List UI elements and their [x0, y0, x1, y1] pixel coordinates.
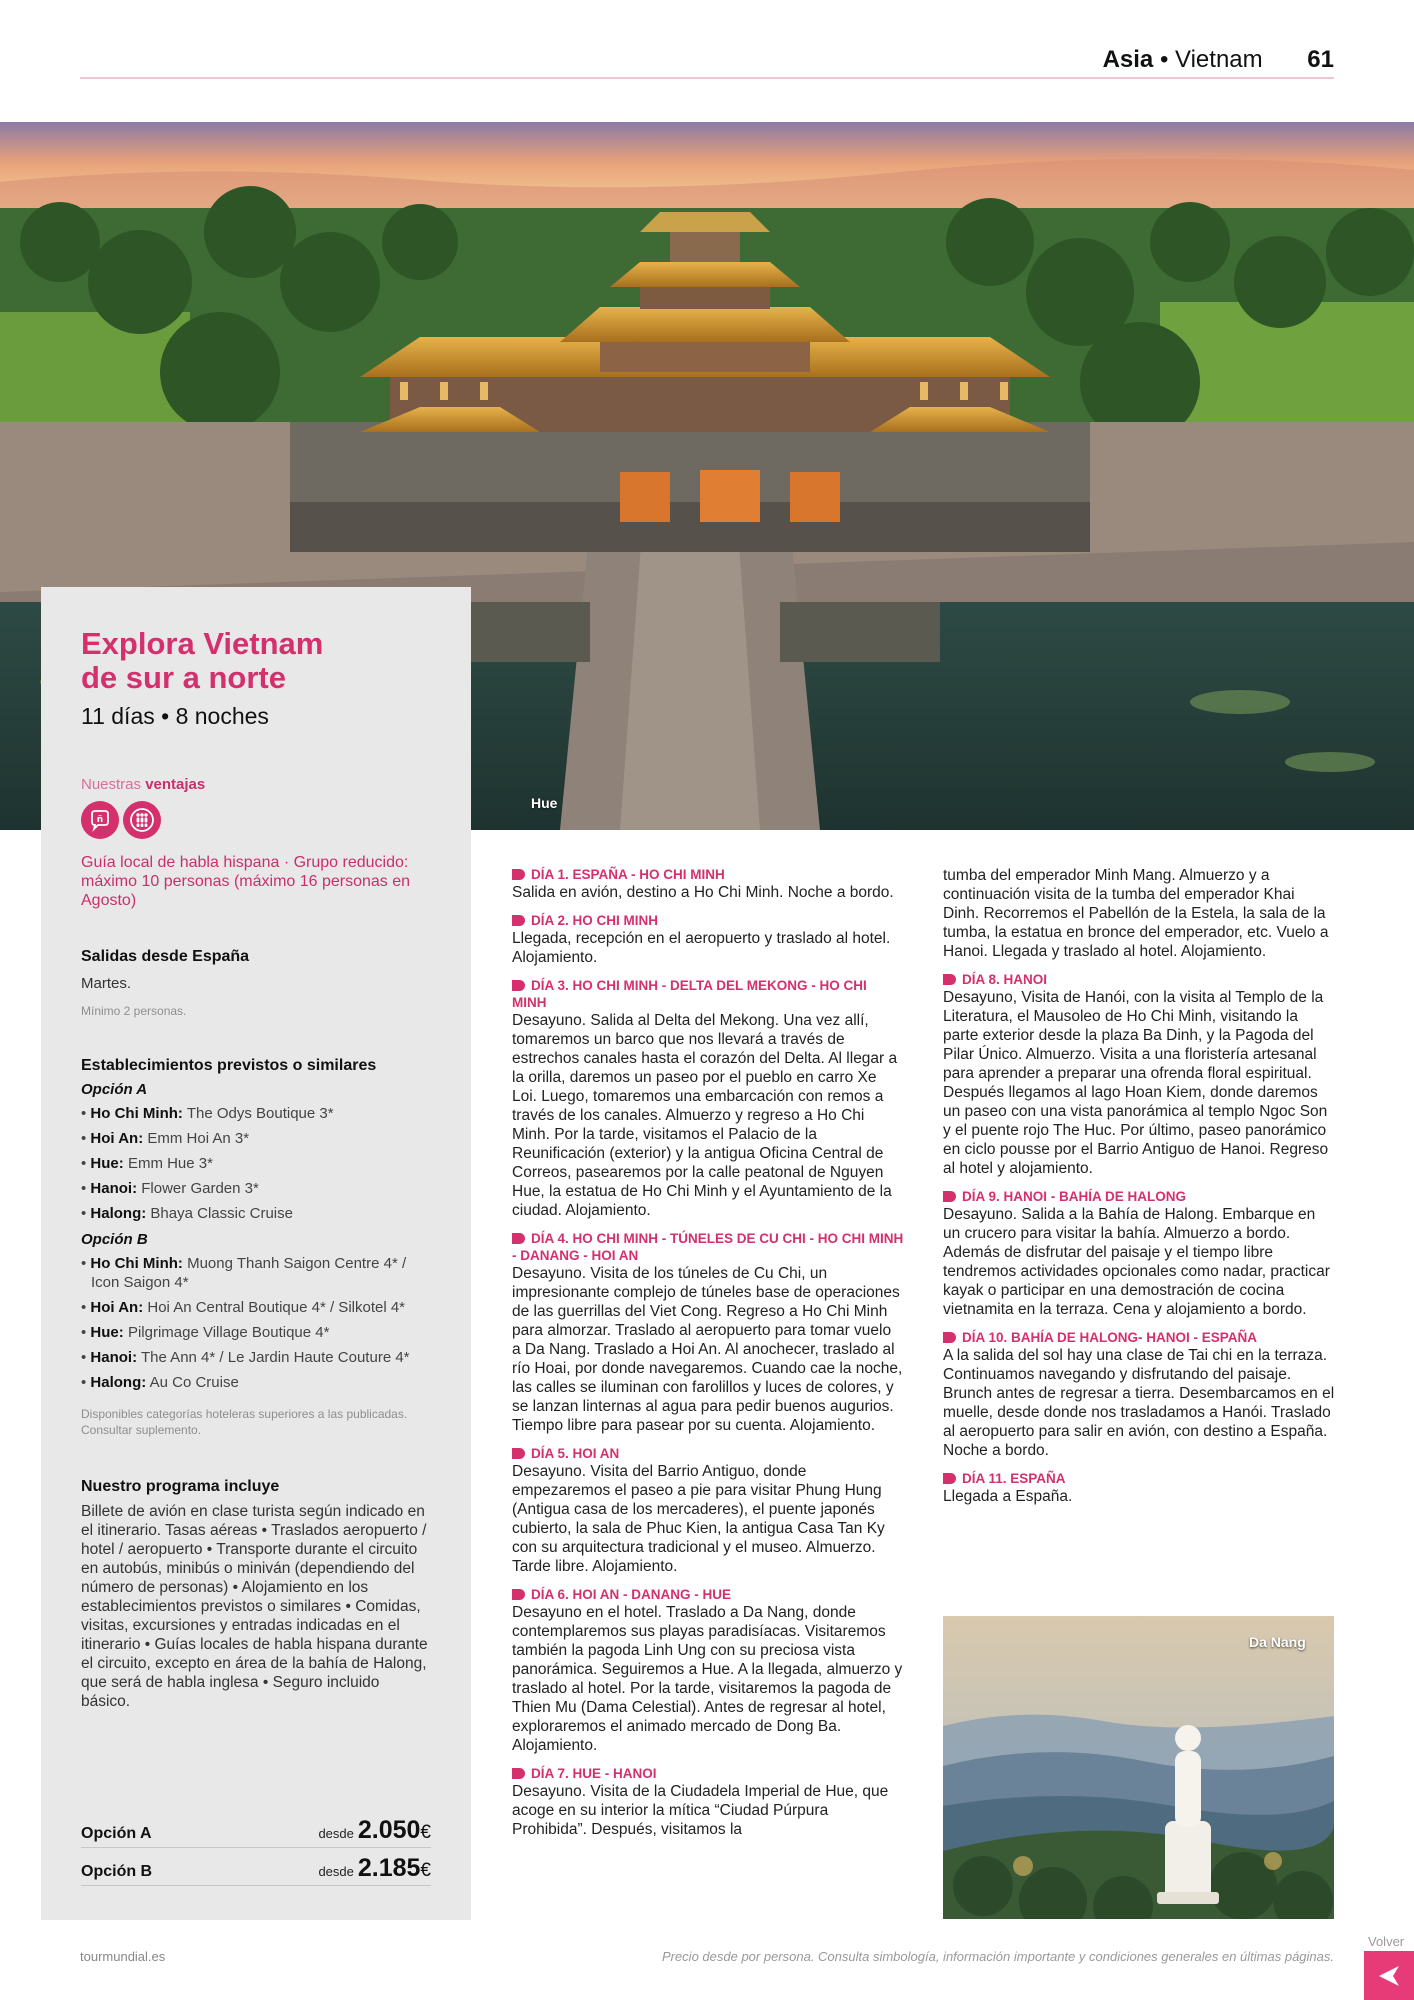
hotels-block: [81, 1057, 431, 1438]
price-row: [81, 1854, 431, 1886]
hotel-item: • Hanoi: The Ann 4* / Le Jardin Haute Couture 4*: [81, 1349, 410, 1366]
day-flag-icon: [943, 974, 956, 985]
header-rule: [80, 77, 1334, 79]
price-amount: [318, 1854, 431, 1883]
hotel-city: Hoi An:: [90, 1130, 144, 1147]
day-text: Desayuno. Visita de la Ciudadela Imperial de Hue, que acoge en su interior la mítica “Ciudad Púrpura Prohibida”. Después, visitamos la: [512, 1783, 889, 1838]
danang-photo: [943, 1616, 1334, 1919]
itinerary-day: [512, 1230, 904, 1435]
hotel-name: Emm Hue 3*: [127, 1155, 213, 1172]
trip-title-line1: Explora Vietnam: [81, 626, 324, 661]
spanish-speaking-guide-icon: [81, 801, 119, 839]
advantages-text: Guía local de habla hispana · Grupo reducido: máximo 10 personas (máximo 16 personas en Agosto): [81, 854, 411, 909]
hotel-name: Pilgrimage Village Boutique 4*: [127, 1324, 330, 1341]
back-button[interactable]: [1364, 1951, 1414, 2000]
trip-info-sidebar: [41, 587, 471, 1920]
itinerary-day: [512, 977, 904, 1220]
day-text: Llegada a España.: [943, 1488, 1073, 1505]
header-separator: •: [1159, 46, 1169, 73]
hotel-item: • Ho Chi Minh: Muong Thanh Saigon Centre 4* / Icon Saigon 4*: [81, 1255, 407, 1291]
advantages-heading: [81, 776, 431, 793]
price-option-label: Opción A: [81, 1825, 152, 1842]
day-title-text: DÍA 10. BAHÍA DE HALONG- HANOI - ESPAÑA: [962, 1330, 1258, 1345]
hotel-city: Halong:: [90, 1205, 147, 1222]
site-link[interactable]: tourmundial.es: [80, 1949, 166, 1964]
back-label: Volver: [1368, 1934, 1405, 1949]
danang-caption: Da Nang: [1249, 1634, 1306, 1650]
hotel-name: The Odys Boutique 3*: [186, 1105, 334, 1122]
small-group-icon: [123, 801, 161, 839]
day-title: [512, 912, 904, 929]
day-flag-icon: [512, 1448, 525, 1459]
day-flag-icon: [512, 1768, 525, 1779]
day-title: [512, 1765, 904, 1782]
hero-caption: Hue: [531, 795, 558, 811]
day-flag-icon: [943, 1332, 956, 1343]
itinerary-day: [943, 866, 1335, 961]
hotel-name: Bhaya Classic Cruise: [150, 1205, 293, 1222]
day-text: Desayuno, Visita de Hanói, con la visita al Templo de la Literatura, el Mausoleo de Ho Chi Minh, visitando la parte exterior desde la plaza Ba Dinh, y la Pagoda del Pilar Único. Almuerzo. Visita a una floristería artesanal para aprender a preparar una ofrenda floral espiritual. Después llegamos al lago Hoan Kiem, donde daremos un paseo con una vista panorámica al templo Ngoc Son y el puente rojo The Huc. Por último, paseo panorámico en ciclo pousse por el Barrio Antiguo de Hanoi. Regreso al hotel y alojamiento.: [943, 989, 1329, 1177]
itinerary-day: [943, 1470, 1335, 1506]
day-text: Desayuno. Salida al Delta del Mekong. Una vez allí, tomaremos un barco que nos llevará a través de estrechos canales hasta el corazón del Delta. Al llegar a la orilla, daremos un paseo por el pueblo en carro Xe Loi. Luego, tomaremos una embarcación con remos a través de los canales. Almuerzo y regreso a Ho Chi Minh. Por la tarde, visitamos el Palacio de la Reunificación (exterior) y la antigua Oficina Central de Correos, pasearemos por la calle peatonal de Nguyen Hue, la estatua de Ho Chi Minh y el Ayuntamiento de la ciudad. Alojamiento.: [512, 1012, 898, 1219]
day-flag-icon: [512, 869, 525, 880]
price-prefix: desde: [318, 1864, 354, 1879]
day-text: Salida en avión, destino a Ho Chi Minh. Noche a bordo.: [512, 884, 894, 901]
day-text: Desayuno. Visita del Barrio Antiguo, donde empezaremos el paseo a pie para visitar Phung Hung (Antigua casa de los mercaderes), el puente japonés cubierto, la sala de Phuc Kien, la antigua Casa Tan Ky con su arquitectura tradicional y el museo. Almuerzo. Tarde libre. Alojamiento.: [512, 1463, 885, 1575]
day-title-text: DÍA 7. HUE - HANOI: [531, 1766, 657, 1781]
hotel-city: Hanoi:: [90, 1180, 138, 1197]
option-a-hotel-list: [81, 1104, 431, 1223]
hotel-city: Ho Chi Minh:: [90, 1105, 183, 1122]
hotel-name: Emm Hoi An 3*: [147, 1130, 250, 1147]
price-option-label: Opción B: [81, 1863, 153, 1880]
danang-buddha-illustration: [943, 1616, 1334, 1919]
day-title: [512, 866, 904, 883]
day-title: [512, 1586, 904, 1603]
itinerary-column-1: [512, 866, 904, 1849]
itinerary-day: [512, 1445, 904, 1576]
hotels-note: Disponibles categorías hoteleras superiores a las publicadas. Consultar suplemento.: [81, 1407, 408, 1437]
hotel-city: Halong:: [90, 1374, 147, 1391]
hotel-name: Hoi An Central Boutique 4* / Silkotel 4*: [147, 1299, 406, 1316]
hotel-city: Ho Chi Minh:: [90, 1255, 183, 1272]
day-flag-icon: [512, 980, 525, 991]
itinerary-column-2: [943, 866, 1335, 1516]
day-title-text: DÍA 5. HOI AN: [531, 1446, 620, 1461]
price-value: 2.185: [357, 1854, 421, 1882]
price-value: 2.050: [357, 1816, 421, 1844]
hotels-title: Establecimientos previstos o similares: [81, 1057, 377, 1074]
itinerary-day: [512, 866, 904, 902]
day-text: Desayuno en el hotel. Traslado a Da Nang, donde contemplaremos sus playas paradisíacas. Visitaremos también la pagoda Linh Ung con su preciosa vista panorámica. Seguiremos a Hue. A la llegada, almuerzo y traslado al hotel. Por la tarde, visitaremos la pagoda de Thien Mu (Dama Celestial). Antes de regresar al hotel, exploraremos el animado mercado de Dong Ba. Alojamiento.: [512, 1604, 903, 1754]
price-row: [81, 1816, 431, 1848]
departures-block: [81, 948, 431, 1019]
hotel-city: Hanoi:: [90, 1349, 138, 1366]
itinerary-day: [943, 971, 1335, 1178]
day-title-text: DÍA 11. ESPAÑA: [962, 1471, 1066, 1486]
hotel-city: Hue:: [90, 1155, 124, 1172]
day-flag-icon: [512, 915, 525, 926]
option-b-label: Opción B: [81, 1231, 148, 1248]
day-title-text: DÍA 9. HANOI - BAHÍA DE HALONG: [962, 1189, 1187, 1204]
day-text: A la salida del sol hay una clase de Tai chi en la terraza. Continuamos navegando y disfrutando del paisaje. Brunch antes de regresar a tierra. Desembarcamos en el muelle, desde donde nos trasladamos a Hanói. Traslado al aeropuerto para salir en avión, con destino a España. Noche a bordo.: [943, 1347, 1335, 1459]
day-title-text: DÍA 1. ESPAÑA - HO CHI MINH: [531, 867, 725, 882]
hotel-city: Hue:: [90, 1324, 124, 1341]
advantages-icons: [81, 801, 431, 839]
hotel-city: Hoi An:: [90, 1299, 144, 1316]
advantages-word: ventajas: [145, 776, 206, 793]
departures-note: Mínimo 2 personas.: [81, 1004, 187, 1018]
day-title: [943, 1470, 1335, 1487]
trip-duration: 11 días • 8 noches: [81, 703, 269, 729]
hotel-item: • Hanoi: Flower Garden 3*: [81, 1180, 259, 1197]
day-title: [512, 1230, 904, 1264]
day-text: tumba del emperador Minh Mang. Almuerzo y a continuación visita de la tumba del emperador Khai Dinh. Recorremos el Pabellón de la Estela, la sala de la tumba, la estatua en bronce del emperador, etc. Vuelo a Hanoi. Llegada y traslado al hotel. Alojamiento.: [943, 867, 1329, 960]
option-b-hotel-list: [81, 1254, 431, 1392]
day-text: Desayuno. Salida a la Bahía de Halong. Embarque en un crucero para visitar la bahía. Almuerzo a bordo. Además de disfrutar del paisaje y el tiempo libre tendremos actividades opcionales como nadar, practicar kayak o participar en una demostración de cocina vietnamita en la terraza. Cena y alojamiento a bordo.: [943, 1206, 1330, 1318]
day-title-text: DÍA 2. HO CHI MINH: [531, 913, 659, 928]
hotel-name: Muong Thanh Saigon Centre 4* / Icon Saigon 4*: [91, 1255, 407, 1291]
includes-title: Nuestro programa incluye: [81, 1478, 280, 1495]
itinerary-day: [943, 1329, 1335, 1460]
hotel-item: • Halong: Au Co Cruise: [81, 1374, 239, 1391]
price-footnote: Precio desde por persona. Consulta simbología, información importante y condiciones generales en últimas páginas.: [661, 1949, 1334, 1964]
price-prefix: desde: [318, 1826, 354, 1841]
day-flag-icon: [943, 1473, 956, 1484]
region-label: Asia: [1102, 46, 1154, 73]
itinerary-day: [943, 1188, 1335, 1319]
day-flag-icon: [512, 1233, 525, 1244]
departures-title: Salidas desde España: [81, 948, 250, 965]
option-a-label: Opción A: [81, 1081, 148, 1098]
page-header: [1103, 46, 1334, 74]
includes-text: Billete de avión en clase turista según indicado en el itinerario. Tasas aéreas • Traslados aeropuerto / hotel / aeropuerto • Transporte durante el circuito en autobús, minibús o miniván (dependiendo del número de personas) • Alojamiento en los establecimientos previstos o similares • Comidas, visitas, excursiones y entradas indicadas en el itinerario • Guías locales de habla hispana durante el circuito, excepto en área de la bahía de Halong, que será de habla inglesa • Seguro incluido básico.: [81, 1503, 428, 1710]
day-title-text: DÍA 6. HOI AN - DANANG - HUE: [531, 1587, 732, 1602]
trip-title-line2: de sur a norte: [81, 660, 286, 695]
hotel-item: • Hoi An: Hoi An Central Boutique 4* / Silkotel 4*: [81, 1299, 406, 1316]
hotel-name: Au Co Cruise: [149, 1374, 239, 1391]
hotel-name: Flower Garden 3*: [141, 1180, 259, 1197]
trip-title: [81, 627, 431, 695]
svg-text:ñ: ñ: [96, 815, 104, 825]
day-title-text: DÍA 3. HO CHI MINH - DELTA DEL MEKONG - HO CHI MINH: [512, 978, 867, 1010]
itinerary-day: [512, 1586, 904, 1755]
country-label: Vietnam: [1175, 46, 1263, 73]
itinerary-day: [512, 912, 904, 967]
price-currency: €: [420, 1860, 431, 1881]
day-title: [512, 977, 904, 1011]
day-text: Llegada, recepción en el aeropuerto y traslado al hotel. Alojamiento.: [512, 930, 891, 966]
day-title: [943, 1188, 1335, 1205]
day-title: [943, 1329, 1335, 1346]
advantages-prefix: Nuestras: [81, 776, 142, 793]
day-text: Desayuno. Visita de los túneles de Cu Chi, un impresionante complejo de túneles base de operaciones de las guerrillas del Viet Cong. Regreso a Ho Chi Minh para almorzar. Traslado al aeropuerto para tomar vuelo a Da Nang. Traslado a Hoi An. Al anochecer, traslado al río Hoai, por donde navegaremos. Cuando cae la noche, las calles se iluminan con farolillos y luces de colores, y se lanzan linternas al agua para pedir buenos augurios. Tiempo libre para pasear por su cuenta. Alojamiento.: [512, 1265, 903, 1434]
departures-day: Martes.: [81, 975, 132, 992]
hotel-item: • Ho Chi Minh: The Odys Boutique 3*: [81, 1105, 334, 1122]
price-currency: €: [420, 1822, 431, 1843]
day-title-text: DÍA 4. HO CHI MINH - TÚNELES DE CU CHI - HO CHI MINH - DANANG - HOI AN: [512, 1231, 904, 1263]
itinerary-day: [512, 1765, 904, 1839]
page-number: 61: [1307, 46, 1334, 73]
hotel-item: • Hue: Pilgrimage Village Boutique 4*: [81, 1324, 330, 1341]
includes-block: [81, 1478, 431, 1711]
day-title: [512, 1445, 904, 1462]
hotel-item: • Halong: Bhaya Classic Cruise: [81, 1205, 293, 1222]
hotel-item: • Hue: Emm Hue 3*: [81, 1155, 213, 1172]
hotel-name: The Ann 4* / Le Jardin Haute Couture 4*: [141, 1349, 410, 1366]
day-title-text: DÍA 8. HANOI: [962, 972, 1048, 987]
back-arrow-icon: [1376, 1963, 1402, 1989]
price-amount: [318, 1816, 431, 1845]
day-title: [943, 971, 1335, 988]
hotel-item: • Hoi An: Emm Hoi An 3*: [81, 1130, 250, 1147]
day-flag-icon: [943, 1191, 956, 1202]
prices-block: [81, 1816, 431, 1886]
day-flag-icon: [512, 1589, 525, 1600]
